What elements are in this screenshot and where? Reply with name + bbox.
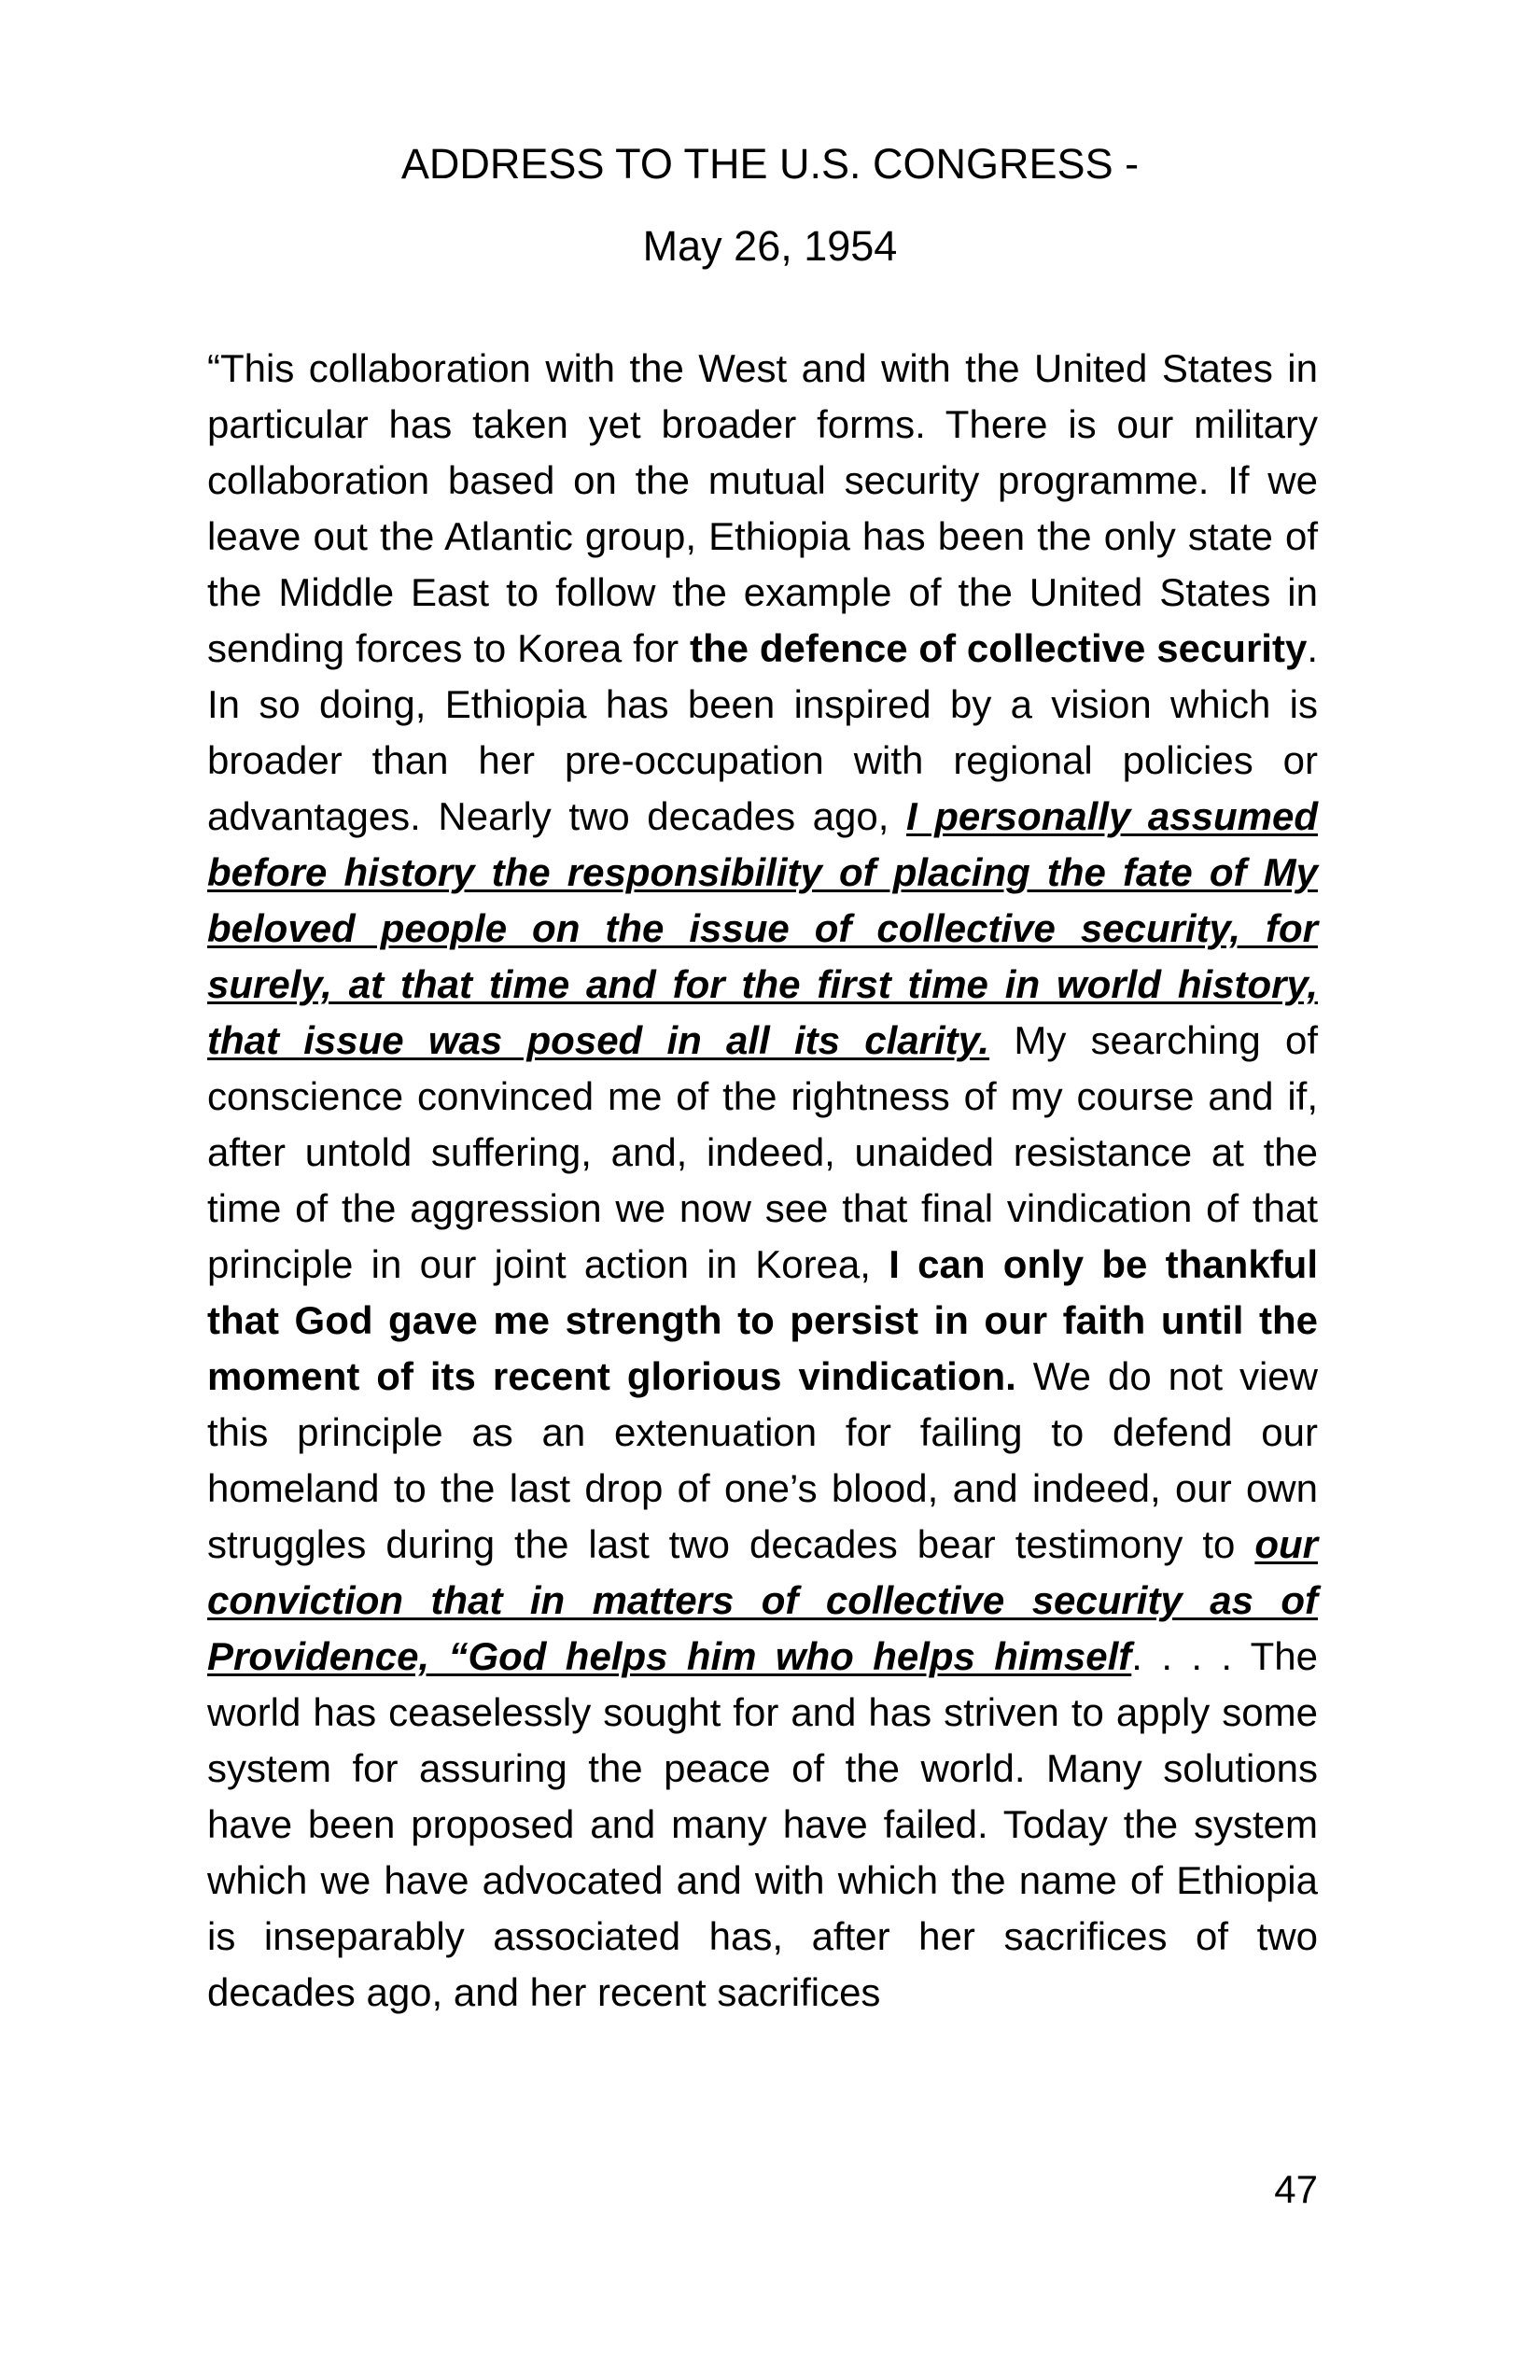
body-paragraph <box>207 341 1318 2021</box>
document-title: ADDRESS TO THE U.S. CONGRESS - <box>400 140 1140 188</box>
bold-text-segment: I can only be thankful that God gave me strength to persist in our faith until the moment of its recent glorious vindication. <box>207 1242 1318 1398</box>
text-segment: . In so doing, Ethiopia has been inspired by a vision which is broader than her pre-occupation with regional policies or advantages. Nearly two decades ago, <box>207 626 1318 838</box>
bold-text-segment: the defence of collective security <box>689 626 1308 670</box>
bold-underlined-text-segment: our conviction that in matters of collective security as of Providence, “God helps him who helps himself <box>207 1522 1318 1678</box>
text-segment: “This collaboration with the West and with the United States in particular has taken yet broader forms. There is our military collaboration based on the mutual security programme. If we leave out the Atlantic group, Ethiopia has been the only state of the Middle East to follow the example of the United States in sending forces to Korea for <box>207 346 1318 670</box>
bold-underlined-text-segment: I personally assumed before history the responsibility of placing the fate of My beloved people on the issue of collective security, for surely, at that time and for the first time in world history, that issue was posed in all its clarity. <box>207 794 1318 1062</box>
text-segment: My searching of conscience convinced me of the rightness of my course and if, after untold suffering, and, indeed, unaided resistance at the time of the aggression we now see that final vindication of that principle in our joint action in Korea, <box>207 1018 1318 1286</box>
document-date: May 26, 1954 <box>642 222 898 270</box>
text-segment: . . . . The world has ceaselessly sought for and has striven to apply some system for assuring the peace of the world. Many solutions have been proposed and many have failed. Today the system which we have advocated and with which the name of Ethiopia is inseparably associated has, after her sacrifices of two decades ago, and her recent sacrifices <box>207 1634 1319 2014</box>
text-segment: We do not view this principle as an extenuation for failing to defend our homeland to the last drop of one’s blood, and indeed, our own struggles during the last two decades bear testimony to <box>207 1354 1318 1566</box>
page-number: 47 <box>1274 2167 1318 2211</box>
